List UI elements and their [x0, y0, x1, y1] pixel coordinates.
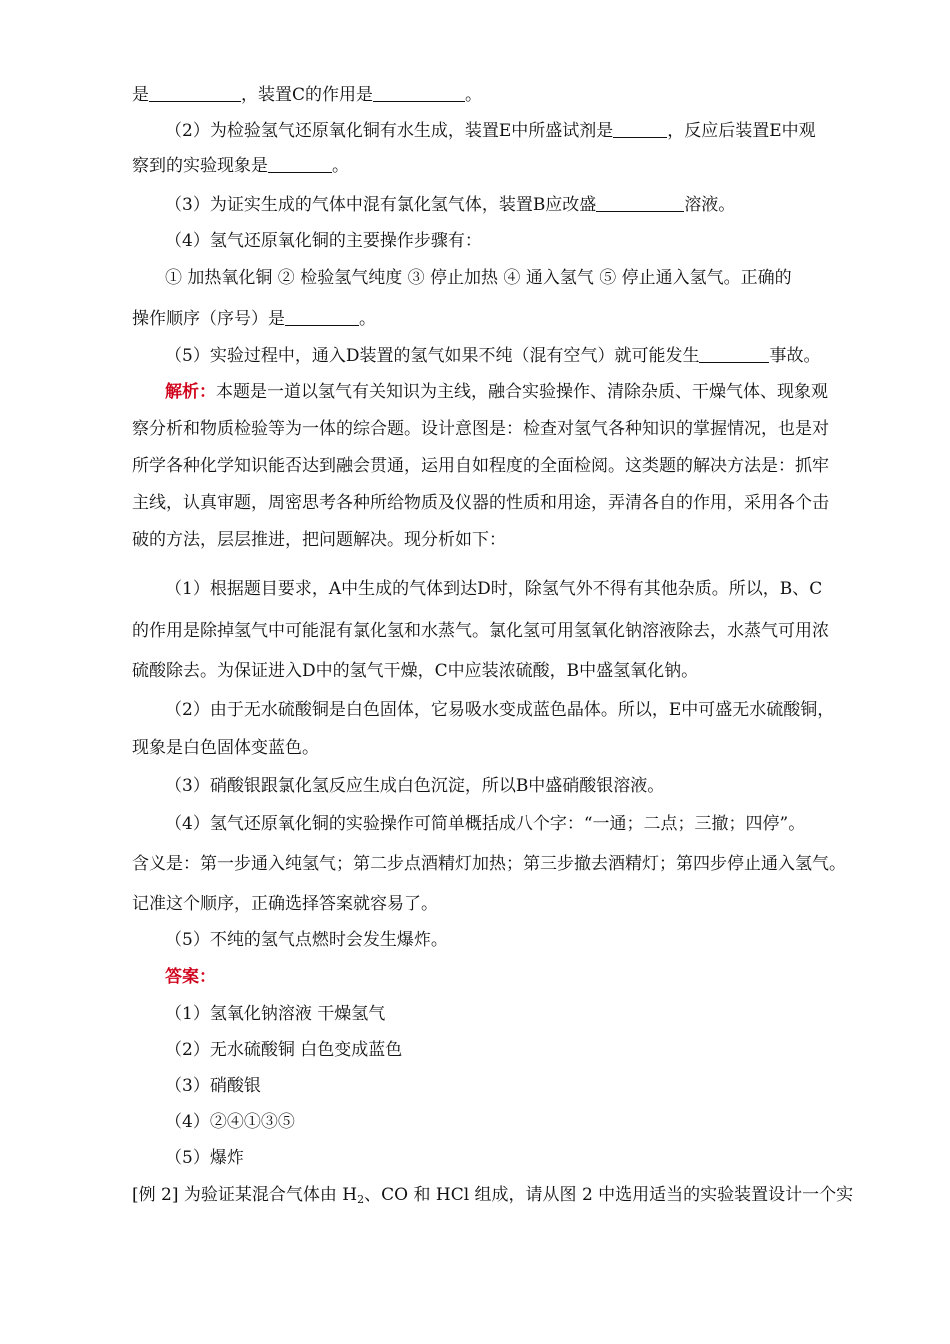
- q1-continuation: [132, 84, 482, 106]
- analysis-line-5: 破的方法，层层推进，把问题解决。现分析如下：: [132, 530, 506, 550]
- text: （3）为证实生成的气体中混有氯化氢气体，装置B应改盛: [165, 195, 597, 215]
- answer-blank: [596, 195, 684, 212]
- answer-blank: [613, 121, 667, 138]
- answer-label: 答案：: [165, 967, 216, 987]
- text: 是: [132, 85, 149, 105]
- q3-line: [165, 194, 735, 216]
- example-2-line: [132, 1184, 853, 1206]
- analysis-label: 解析：: [165, 382, 216, 402]
- text: 操作顺序（序号）是: [132, 309, 285, 329]
- text: ，反应后装置E中观: [667, 121, 816, 141]
- answer-item: （5）爆炸: [165, 1148, 244, 1168]
- text: 。: [465, 85, 483, 105]
- answer-item: （3）硝酸银: [165, 1076, 261, 1096]
- text: 。: [332, 156, 349, 176]
- text: 察到的实验现象是: [132, 156, 268, 176]
- analysis-1-line-2: 的作用是除掉氢气中可能混有氯化氢和水蒸气。氯化氢可用氢氧化钠溶液除去，水蒸气可用浓: [132, 621, 829, 641]
- text: 、CO 和 HCl 组成，请从图 2 中选用适当的实验装置设计一个实: [364, 1185, 854, 1205]
- analysis-3-line: （3）硝酸银跟氯化氢反应生成白色沉淀，所以B中盛硝酸银溶液。: [165, 776, 665, 796]
- analysis-1-line-1: （1）根据题目要求，A中生成的气体到达D时，除氢气外不得有其他杂质。所以，B、C: [165, 579, 823, 599]
- q5-line: [165, 345, 820, 367]
- text: ，装置C的作用是: [241, 85, 374, 105]
- answer-item: （4）②④①③⑤: [165, 1112, 295, 1132]
- analysis-4-line-2: 含义是：第一步通入纯氢气；第二步点酒精灯加热；第三步撤去酒精灯；第四步停止通入氢气。: [132, 854, 846, 874]
- analysis-2-line-2: 现象是白色固体变蓝色。: [132, 738, 319, 758]
- q4-line-2: ① 加热氧化铜 ② 检验氢气纯度 ③ 停止加热 ④ 通入氢气 ⑤ 停止通入氢气。正确的: [165, 268, 792, 288]
- q2-line-1: [165, 120, 816, 142]
- text: 本题是一道以氢气有关知识为主线，融合实验操作、清除杂质、干燥气体、现象观: [216, 382, 828, 402]
- text: 溶液。: [684, 195, 736, 215]
- text: （5）实验过程中，通入D装置的氢气如果不纯（混有空气）就可能发生: [165, 346, 700, 366]
- analysis-1-line-3: 硫酸除去。为保证进入D中的氢气干燥，C中应装浓硫酸，B中盛氢氧化钠。: [132, 661, 699, 681]
- analysis-line-4: 主线，认真审题，周密思考各种所给物质及仪器的性质和用途，弄清各自的作用，采用各个击: [132, 493, 829, 513]
- q4-line-3: [132, 308, 376, 330]
- q4-line-1: （4）氢气还原氧化铜的主要操作步骤有：: [165, 231, 482, 251]
- answer-blank: [373, 85, 465, 102]
- answer-blank: [285, 309, 359, 326]
- text: [例 2] 为验证某混合气体由 H: [132, 1185, 358, 1205]
- analysis-5-line: （5）不纯的氢气点燃时会发生爆炸。: [165, 930, 448, 950]
- answer-blank: [268, 156, 332, 173]
- subscript: 2: [357, 1193, 365, 1206]
- q2-line-2: [132, 155, 349, 177]
- analysis-line-2: 察分析和物质检验等为一体的综合题。设计意图是：检查对氢气各种知识的掌握情况，也是对: [132, 419, 829, 439]
- analysis-4-line-3: 记准这个顺序，正确选择答案就容易了。: [132, 894, 438, 914]
- answer-blank: [699, 346, 769, 363]
- analysis-line-3: 所学各种化学知识能否达到融会贯通，运用自如程度的全面检阅。这类题的解决方法是：抓牢: [132, 456, 829, 476]
- answer-item: （1）氢氧化钠溶液 干燥氢气: [165, 1004, 386, 1024]
- answer-item: （2）无水硫酸铜 白色变成蓝色: [165, 1040, 403, 1060]
- answer-blank: [149, 85, 241, 102]
- text: 事故。: [769, 346, 821, 366]
- analysis-line-1: [165, 381, 828, 403]
- analysis-2-line-1: （2）由于无水硫酸铜是白色固体，它易吸水变成蓝色晶体。所以，E中可盛无水硫酸铜，: [165, 700, 835, 720]
- analysis-4-line-1: （4）氢气还原氧化铜的实验操作可简单概括成八个字：“一通；二点；三撤；四停”。: [165, 814, 806, 834]
- text: 。: [359, 309, 376, 329]
- text: （2）为检验氢气还原氧化铜有水生成，装置E中所盛试剂是: [165, 121, 614, 141]
